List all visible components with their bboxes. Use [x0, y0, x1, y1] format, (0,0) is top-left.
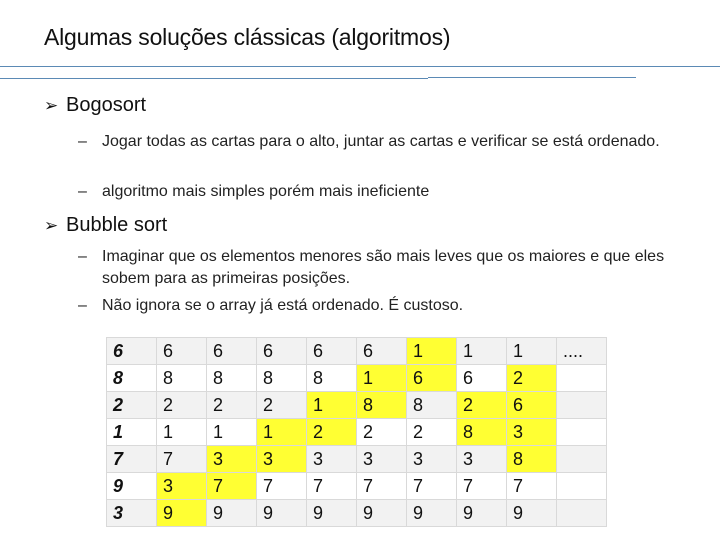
dash-icon: –	[78, 248, 87, 265]
sub-bullet	[78, 246, 678, 290]
table-cell: 9	[107, 473, 157, 500]
table-cell: 3	[207, 446, 257, 473]
table-cell: 6	[407, 365, 457, 392]
table-cell: 1	[157, 419, 207, 446]
table-cell: 9	[507, 500, 557, 527]
table-cell: 8	[357, 392, 407, 419]
table-cell: 6	[507, 392, 557, 419]
sub-bullet-text: Imaginar que os elementos menores são mais leves que os maiores e que eles sobem para as primeiras posições.	[102, 248, 665, 287]
table-cell: 7	[457, 473, 507, 500]
arrow-bullet-icon: ➢	[44, 95, 59, 115]
table-row	[107, 419, 607, 446]
table-cell	[557, 446, 607, 473]
table-cell: 1	[407, 338, 457, 365]
table-row	[107, 473, 607, 500]
table-cell: 6	[207, 338, 257, 365]
table-cell: 1	[257, 419, 307, 446]
table-cell: 3	[157, 473, 207, 500]
table-cell: 1	[307, 392, 357, 419]
table-cell: 7	[507, 473, 557, 500]
table-cell: 9	[207, 500, 257, 527]
table-cell: 7	[207, 473, 257, 500]
table-cell	[557, 365, 607, 392]
table-cell: 7	[307, 473, 357, 500]
table-cell: 1	[507, 338, 557, 365]
table-row	[107, 446, 607, 473]
sub-bullet	[78, 131, 678, 153]
table-cell: 1	[357, 365, 407, 392]
table-cell: 1	[207, 419, 257, 446]
sub-bullet	[78, 181, 678, 203]
title-rule-bottom-right	[428, 77, 636, 78]
table-cell: 3	[357, 446, 407, 473]
table-cell: 8	[457, 419, 507, 446]
table-row	[107, 392, 607, 419]
table-cell: 6	[157, 338, 207, 365]
table-cell: 6	[107, 338, 157, 365]
table-cell: 2	[107, 392, 157, 419]
table-cell: 9	[157, 500, 207, 527]
table-cell: 6	[307, 338, 357, 365]
table-cell: ....	[557, 338, 607, 365]
table-cell	[557, 419, 607, 446]
table-cell: 9	[307, 500, 357, 527]
sub-bullet-text: Não ignora se o array já está ordenado. É custoso.	[102, 297, 464, 314]
table-cell: 6	[257, 338, 307, 365]
table-cell: 6	[357, 338, 407, 365]
table-cell: 9	[407, 500, 457, 527]
table-cell: 1	[457, 338, 507, 365]
table-cell: 8	[257, 365, 307, 392]
table-row	[107, 365, 607, 392]
table-cell: 3	[107, 500, 157, 527]
table-cell: 3	[307, 446, 357, 473]
table-cell: 7	[257, 473, 307, 500]
table-cell: 9	[357, 500, 407, 527]
table-cell: 2	[207, 392, 257, 419]
table-cell	[557, 473, 607, 500]
bullet-label: Bubble sort	[66, 214, 168, 236]
dash-icon: –	[78, 297, 87, 314]
table-cell: 9	[257, 500, 307, 527]
table-cell: 3	[257, 446, 307, 473]
table-row	[107, 500, 607, 527]
table-cell: 7	[107, 446, 157, 473]
table-cell: 2	[457, 392, 507, 419]
table-cell: 2	[357, 419, 407, 446]
dash-icon: –	[78, 133, 87, 150]
table-cell: 1	[107, 419, 157, 446]
table-cell: 2	[257, 392, 307, 419]
table-cell: 7	[157, 446, 207, 473]
table-cell: 9	[457, 500, 507, 527]
slide-title: Algumas soluções clássicas (algoritmos)	[44, 24, 451, 50]
bullet-bubble-sort	[44, 214, 167, 237]
table-cell	[557, 392, 607, 419]
table-cell: 2	[407, 419, 457, 446]
bubble-sort-table	[106, 337, 607, 527]
bullet-bogosort	[44, 94, 146, 117]
table-cell: 8	[407, 392, 457, 419]
table-cell: 2	[507, 365, 557, 392]
title-rule-bottom-left	[0, 78, 428, 79]
table-cell: 8	[307, 365, 357, 392]
title-rule-top	[0, 66, 720, 67]
dash-icon: –	[78, 183, 87, 200]
table-row	[107, 338, 607, 365]
arrow-bullet-icon: ➢	[44, 215, 59, 235]
table-cell: 3	[407, 446, 457, 473]
table-cell: 7	[357, 473, 407, 500]
table-cell: 3	[457, 446, 507, 473]
table-cell: 8	[107, 365, 157, 392]
sub-bullet-text: algoritmo mais simples porém mais ineficiente	[102, 183, 430, 200]
table-cell: 8	[507, 446, 557, 473]
table-cell: 2	[157, 392, 207, 419]
table-cell: 7	[407, 473, 457, 500]
table-cell	[557, 500, 607, 527]
sub-bullet-text: Jogar todas as cartas para o alto, juntar as cartas e verificar se está ordenado.	[102, 133, 660, 150]
table-cell: 2	[307, 419, 357, 446]
sub-bullet	[78, 295, 678, 317]
table-cell: 3	[507, 419, 557, 446]
table-cell: 8	[157, 365, 207, 392]
table-cell: 8	[207, 365, 257, 392]
bullet-label: Bogosort	[66, 94, 147, 116]
table-cell: 6	[457, 365, 507, 392]
